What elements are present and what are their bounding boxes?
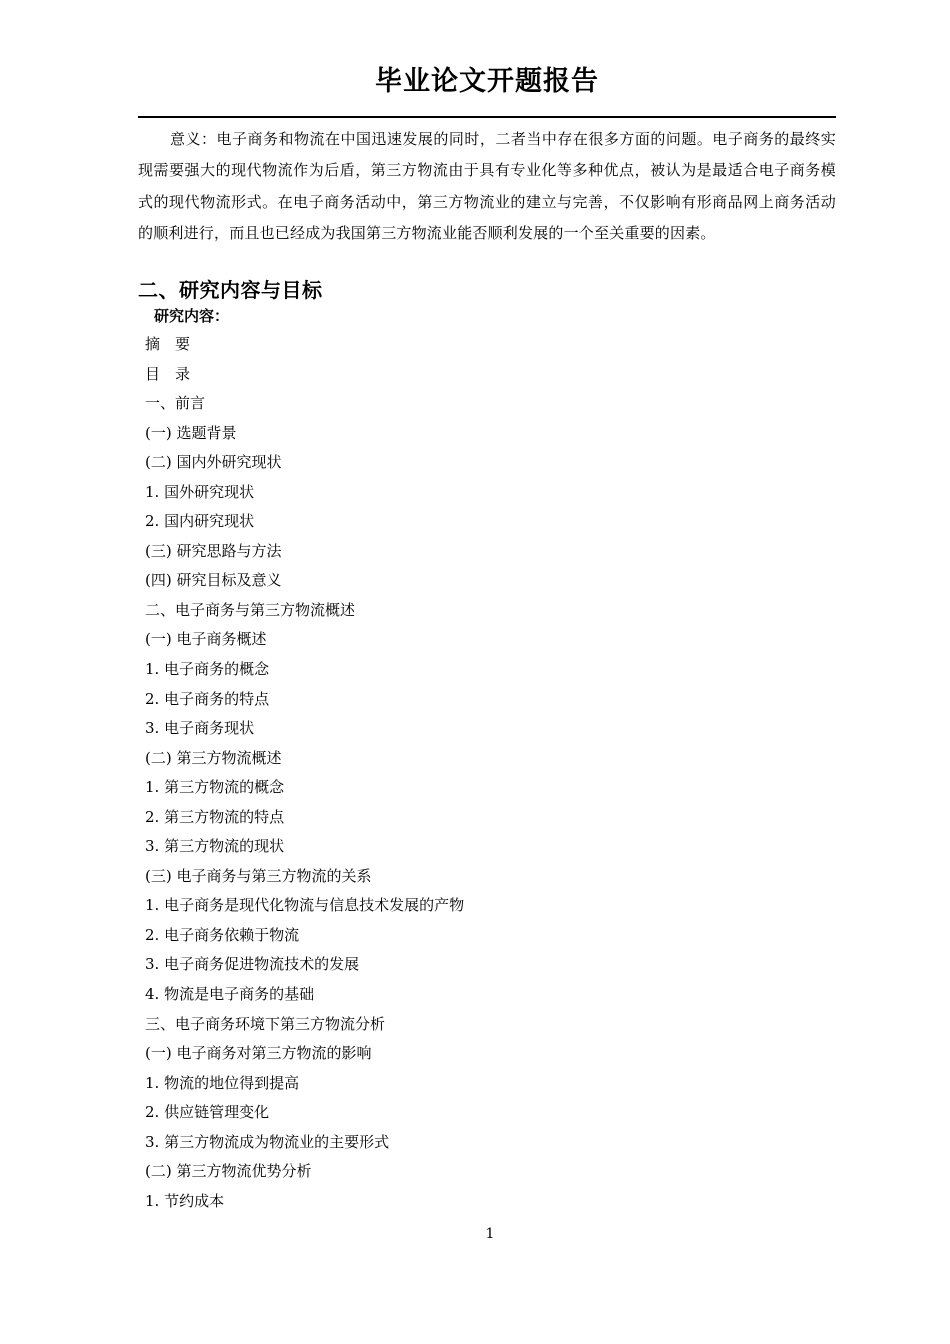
outline-item: 3. 第三方物流的现状 — [145, 837, 285, 856]
outline-item: (四) 研究目标及意义 — [145, 571, 282, 590]
outline-item: (二) 第三方物流优势分析 — [145, 1162, 312, 1181]
document-title: 毕业论文开题报告 — [375, 66, 599, 97]
outline-item: 3. 第三方物流成为物流业的主要形式 — [145, 1132, 390, 1151]
outline-item: 1. 物流的地位得到提高 — [145, 1073, 300, 1092]
outline-item: 摘 要 — [145, 335, 191, 353]
page-number: 1 — [485, 1226, 495, 1242]
outline-item: 2. 供应链管理变化 — [145, 1103, 270, 1122]
outline-item: 目 录 — [145, 364, 191, 383]
outline-item: (二) 第三方物流概述 — [145, 748, 282, 767]
outline-item: 2. 国内研究现状 — [145, 512, 255, 531]
outline-item: 1. 电子商务的概念 — [145, 660, 270, 679]
outline-item: (一) 电子商务对第三方物流的影响 — [145, 1044, 372, 1063]
outline-item: 2. 电子商务的特点 — [145, 689, 270, 708]
outline-item: 3. 电子商务促进物流技术的发展 — [145, 955, 360, 974]
outline-item: 1. 第三方物流的概念 — [145, 778, 285, 797]
outline-item: (一) 电子商务概述 — [145, 630, 267, 649]
outline-item: 1. 节约成本 — [145, 1191, 225, 1210]
outline-item: (一) 选题背景 — [145, 423, 237, 442]
research-outline — [145, 330, 464, 1216]
section-heading: 二、研究内容与目标 — [138, 278, 323, 302]
outline-item: (三) 研究思路与方法 — [145, 541, 282, 560]
outline-item: 二、电子商务与第三方物流概述 — [145, 600, 356, 619]
outline-item: 1. 国外研究现状 — [145, 482, 255, 501]
outline-item: 3. 电子商务现状 — [145, 719, 255, 738]
research-content-heading: 研究内容： — [154, 307, 230, 325]
title-divider — [138, 116, 836, 118]
outline-item: (二) 国内外研究现状 — [145, 453, 282, 472]
outline-item: 4. 物流是电子商务的基础 — [145, 985, 315, 1004]
outline-item: 1. 电子商务是现代化物流与信息技术发展的产物 — [145, 896, 465, 915]
significance-paragraph: 意义：电子商务和物流在中国迅速发展的同时，二者当中存在很多方面的问题。电子商务的最终实现需要强大的现代物流作为后盾，第三方物流由于具有专业化等多种优点，被认为是最适合电子商务模式的现代物流形式。在电子商务活动中，第三方物流业的建立与完善，不仅影响有形商品网上商务活动的顺利进行，而且也已经成为我国第三方物流业能否顺利发展的一个至关重要的因素。 — [138, 130, 836, 242]
outline-item: 2. 电子商务依赖于物流 — [145, 925, 300, 944]
outline-item: 2. 第三方物流的特点 — [145, 807, 285, 826]
outline-item: (三) 电子商务与第三方物流的关系 — [145, 866, 372, 885]
outline-item: 一、前言 — [145, 394, 206, 413]
outline-item: 三、电子商务环境下第三方物流分析 — [145, 1014, 386, 1033]
